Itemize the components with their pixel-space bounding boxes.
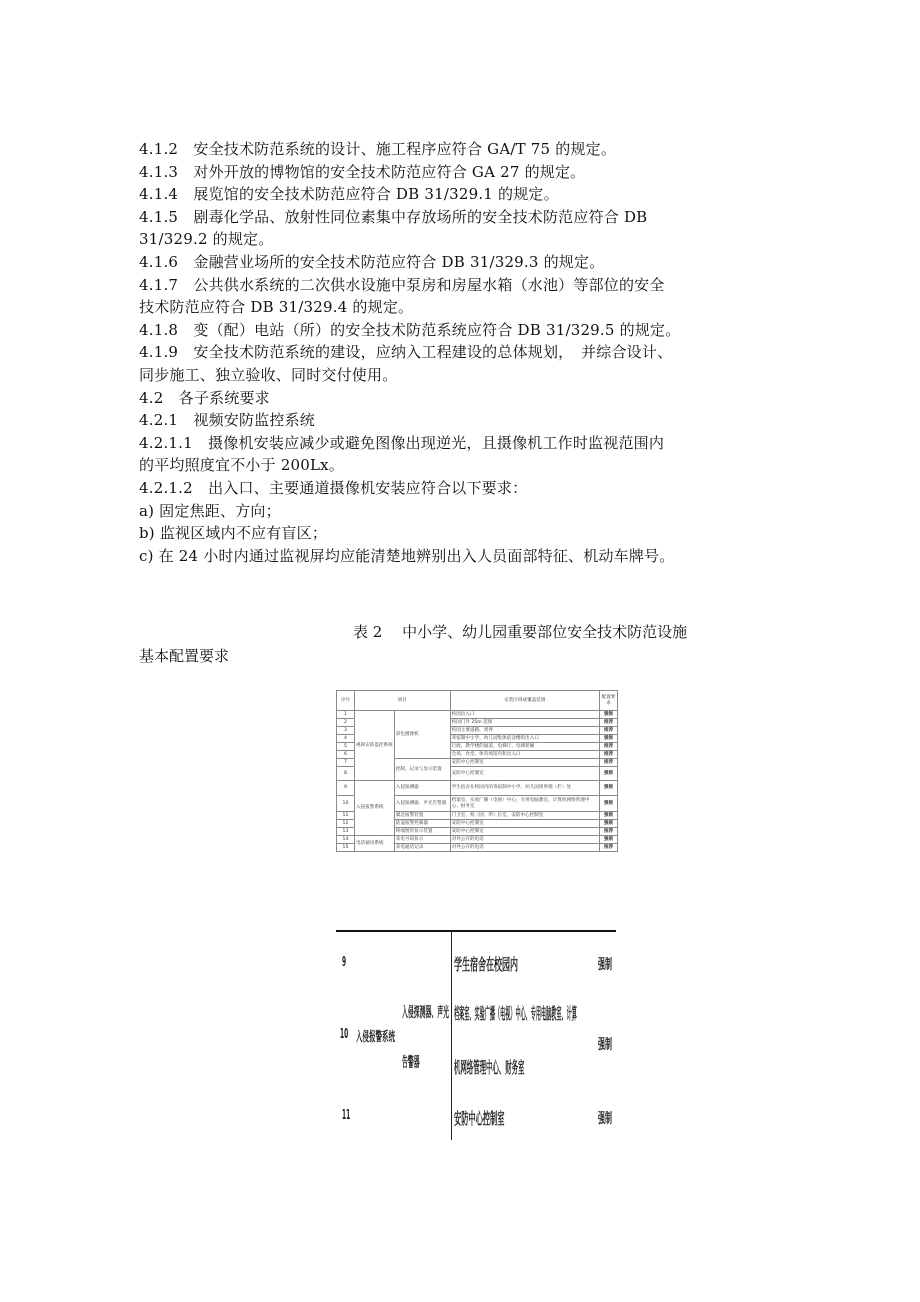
row-req: 强制 bbox=[600, 767, 618, 781]
row-area: 校园门外 25m 范围 bbox=[450, 719, 599, 727]
clause-4-1-7: 4.1.7 公共供水系统的二次供水设施中泵房和房屋水箱（水池）等部位的安全 bbox=[139, 275, 665, 294]
row-area: 档案室、实验广播（电视）中心、专用电脑教室、计算机网络管理中心、财务室 bbox=[450, 796, 599, 812]
row-area: 寄宿制中小学、幼儿园集体宿舍楼的出入口 bbox=[450, 735, 599, 743]
table-caption bbox=[139, 620, 779, 668]
row-sub: 紧急报警装置 bbox=[394, 812, 450, 820]
row-req: 强制 bbox=[600, 820, 618, 828]
clause-4-1-5: 4.1.5 剧毒化学品、放射性同位素集中存放场所的安全技术防范应符合 DB bbox=[139, 207, 648, 226]
row-no: 4 bbox=[337, 735, 355, 743]
row-area: 校园主要道路、周界 bbox=[450, 727, 599, 735]
row-sub: 防盗报警控制器 bbox=[394, 820, 450, 828]
row-sub: 来电号码显示 bbox=[394, 836, 450, 844]
row-area: 安防中心控制室 bbox=[450, 759, 599, 767]
fragment-area-10-line2: 机网络管理中心、财务室 bbox=[454, 1058, 525, 1077]
list-item-a: a) 固定焦距、方向； bbox=[139, 501, 281, 520]
sub-control: 控制、记录与显示装置 bbox=[394, 759, 450, 781]
clause-4-2-1-1-cont: 的平均照度宜不小于 200Lx。 bbox=[139, 456, 345, 475]
fragment-area-10-line1: 档案室、实验广播（电视）中心、专用电脑教室、计算 bbox=[454, 1004, 577, 1023]
fragment-area-9: 学生宿舍在校园内 bbox=[454, 955, 519, 974]
fragment-area-11: 安防中心控制室 bbox=[454, 1109, 505, 1128]
row-sub: 入侵探测器、声光告警器 bbox=[394, 796, 450, 812]
section-4-2-1-heading: 4.2.1 视频安防监控系统 bbox=[139, 411, 315, 430]
row-area: 校园出入口 bbox=[450, 711, 599, 719]
zoomed-table-fragment bbox=[336, 930, 616, 1140]
row-area: 会场、食堂、体育场馆内和出入口 bbox=[450, 751, 599, 759]
list-item-c: c) 在 24 小时内通过监视屏均应能清楚地辨别出入人员面部特征、机动车牌号。 bbox=[139, 546, 675, 565]
system-video: 视频安防监控系统 bbox=[354, 711, 394, 781]
clause-4-1-3: 4.1.3 对外开放的博物馆的安全技术防范应符合 GA 27 的规定。 bbox=[139, 162, 586, 181]
row-area: 安防中心控制室 bbox=[450, 828, 599, 836]
row-no: 12 bbox=[337, 820, 355, 828]
row-area: 门卫室、校（园、所）长室、安防中心控制室 bbox=[450, 812, 599, 820]
row-area: 安防中心控制室 bbox=[450, 820, 599, 828]
row-area: 对外公开的电话 bbox=[450, 844, 599, 852]
clause-4-2-1-1: 4.2.1.1 摄像机安装应减少或避免图像出现逆光，且摄像机工作时监视范围内 bbox=[139, 433, 665, 452]
row-sub: 终端图形显示装置 bbox=[394, 828, 450, 836]
config-table bbox=[336, 690, 618, 852]
fragment-no-11: 11 bbox=[342, 1108, 351, 1123]
row-no: 13 bbox=[337, 828, 355, 836]
list-item-b: b) 监视区域内不应有盲区； bbox=[139, 524, 328, 543]
fragment-req-9: 强制 bbox=[598, 957, 612, 973]
fragment-sub-10-line1: 入侵探测器、声光 bbox=[402, 1005, 450, 1021]
fragment-sub-10-line2: 告警器 bbox=[402, 1055, 420, 1071]
row-area: 行政、教学楼的通道、电梯厅、电梯轿厢 bbox=[450, 743, 599, 751]
row-no: 7 bbox=[337, 759, 355, 767]
table-top-rule bbox=[336, 930, 616, 932]
row-area: 对外公开的电话 bbox=[450, 836, 599, 844]
row-req: 推荐 bbox=[600, 751, 618, 759]
row-no: 3 bbox=[337, 727, 355, 735]
system-phone: 电话通讯系统 bbox=[354, 836, 394, 852]
row-req: 推荐 bbox=[600, 719, 618, 727]
fragment-no-9: 9 bbox=[342, 955, 347, 970]
table-caption-line2: 基本配置要求 bbox=[139, 647, 230, 665]
header-no: 序号 bbox=[337, 691, 355, 711]
system-alarm: 入侵报警系统 bbox=[354, 781, 394, 836]
clause-4-1-8: 4.1.8 变（配）电站（所）的安全技术防范系统应符合 DB 31/329.5 的规定。 bbox=[139, 320, 681, 339]
header-item: 项目 bbox=[354, 691, 450, 711]
body-text bbox=[139, 138, 787, 567]
row-sub: 来电通话记录 bbox=[394, 844, 450, 852]
row-req: 强制 bbox=[600, 836, 618, 844]
row-req: 推荐 bbox=[600, 844, 618, 852]
clause-4-1-7-cont: 技术防范应符合 DB 31/329.4 的规定。 bbox=[139, 298, 414, 317]
row-req: 推荐 bbox=[600, 759, 618, 767]
fragment-no-10: 10 bbox=[340, 1027, 349, 1042]
clause-4-1-9: 4.1.9 安全技术防范系统的建设，应纳入工程建设的总体规划， 并综合设计、 bbox=[139, 343, 673, 362]
table-row bbox=[337, 781, 618, 796]
row-no: 6 bbox=[337, 751, 355, 759]
section-4-2-heading: 4.2 各子系统要求 bbox=[139, 388, 270, 407]
table-column-rule bbox=[451, 932, 452, 1140]
table-row bbox=[337, 711, 618, 719]
clause-4-1-2: 4.1.2 安全技术防范系统的设计、施工程序应符合 GA/T 75 的规定。 bbox=[139, 140, 617, 158]
clause-4-1-4: 4.1.4 展览馆的安全技术防范应符合 DB 31/329.1 的规定。 bbox=[139, 185, 559, 204]
sub-camera: 彩色摄像机 bbox=[394, 711, 450, 759]
row-req: 推荐 bbox=[600, 727, 618, 735]
row-req: 强制 bbox=[600, 711, 618, 719]
row-req: 推荐 bbox=[600, 743, 618, 751]
row-no: 8 bbox=[337, 767, 355, 781]
row-sub: 入侵探测器 bbox=[394, 781, 450, 796]
row-no: 14 bbox=[337, 836, 355, 844]
row-no: 2 bbox=[337, 719, 355, 727]
row-req: 强制 bbox=[600, 812, 618, 820]
row-no: 5 bbox=[337, 743, 355, 751]
row-no: 15 bbox=[337, 844, 355, 852]
row-req: 推荐 bbox=[600, 828, 618, 836]
row-area: 安防中心控制室 bbox=[450, 767, 599, 781]
clause-4-1-6: 4.1.6 金融营业场所的安全技术防范应符合 DB 31/329.3 的规定。 bbox=[139, 252, 605, 271]
header-req: 配置要求 bbox=[600, 691, 618, 711]
row-req: 强制 bbox=[600, 781, 618, 796]
row-no: 1 bbox=[337, 711, 355, 719]
table-row bbox=[337, 836, 618, 844]
fragment-req-10: 强制 bbox=[598, 1037, 612, 1053]
fragment-req-11: 强制 bbox=[598, 1111, 612, 1127]
config-table-image bbox=[336, 690, 618, 852]
row-req: 强制 bbox=[600, 796, 618, 812]
table-header-row bbox=[337, 691, 618, 711]
header-area: 安装区域或覆盖范围 bbox=[450, 691, 599, 711]
row-no: 9 bbox=[337, 781, 355, 796]
row-no: 10 bbox=[337, 796, 355, 812]
clause-4-2-1-2: 4.2.1.2 出入口、主要通道摄像机安装应符合以下要求： bbox=[139, 478, 528, 497]
table-caption-line1: 表 2 中小学、幼儿园重要部位安全技术防范设施 bbox=[353, 623, 688, 641]
row-area: 学生宿舍在校园内的寄宿制中小学、幼儿园周界墙（栏）处 bbox=[450, 781, 599, 796]
fragment-system-10: 入侵报警系统 bbox=[356, 1030, 396, 1045]
clause-4-1-5-cont: 31/329.2 的规定。 bbox=[139, 230, 274, 249]
row-req: 强制 bbox=[600, 735, 618, 743]
row-no: 11 bbox=[337, 812, 355, 820]
clause-4-1-9-cont: 同步施工、独立验收、同时交付使用。 bbox=[139, 365, 398, 384]
